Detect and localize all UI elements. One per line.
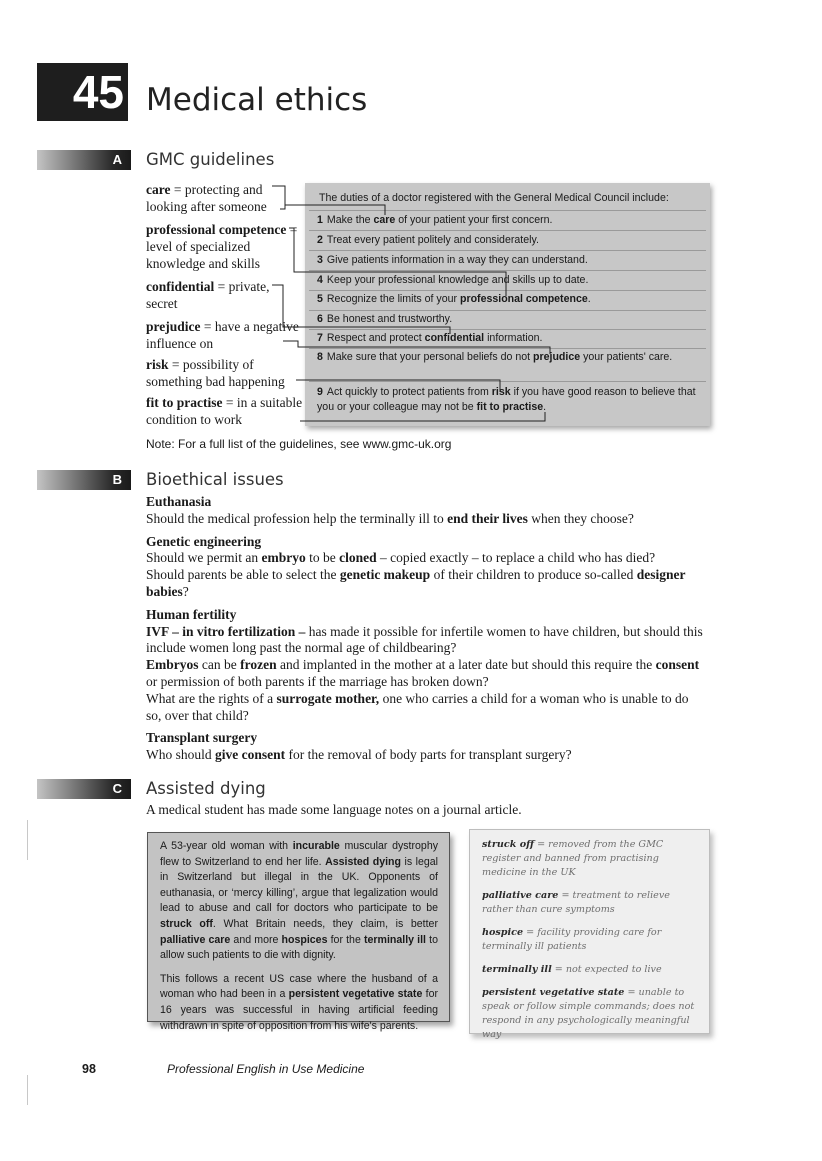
gloss-def: = level of specialized knowledge and skills bbox=[146, 222, 298, 271]
note-term: struck off bbox=[482, 839, 535, 850]
note-definition: = removed from the GMC register and banned from practising medicine in the UK bbox=[482, 839, 664, 878]
duty-item: 4 Keep your professional knowledge and skills up to date. bbox=[317, 274, 589, 286]
connector-care bbox=[272, 186, 385, 215]
transplant-heading: Transplant surgery bbox=[146, 730, 258, 746]
note-entry bbox=[482, 986, 699, 1042]
gloss-def: = private, secret bbox=[146, 279, 270, 311]
language-notes-card bbox=[469, 829, 710, 1040]
gmc-note: Note: For a full list of the guidelines, see www.gmc-uk.org bbox=[146, 437, 452, 451]
article-key-term: hospices bbox=[281, 933, 328, 946]
note-entry bbox=[482, 963, 699, 977]
article-paragraph-2 bbox=[160, 972, 438, 1034]
note-term: hospice bbox=[482, 927, 524, 938]
genetic-heading: Genetic engineering bbox=[146, 533, 262, 549]
duty-item: 6 Be honest and trustworthy. bbox=[317, 313, 453, 325]
article-text: A 53-year old woman with bbox=[160, 840, 293, 852]
connector-risk bbox=[296, 380, 500, 392]
gloss-term: prejudice bbox=[146, 319, 201, 334]
article-key-term: Assisted dying bbox=[325, 855, 401, 868]
connector-competence bbox=[289, 228, 506, 296]
fertility-heading: Human fertility bbox=[146, 606, 237, 622]
note-term: terminally ill bbox=[482, 964, 552, 975]
article-text: for the bbox=[327, 933, 364, 946]
gloss-def: = protecting and looking after someone bbox=[146, 182, 267, 214]
fertility-embryos: Embryos can be frozen and implanted in the mother at a later date but should this require the consent or permission of both parents if the marriage has broken down? bbox=[146, 657, 700, 689]
section-c-tab: C bbox=[37, 779, 131, 799]
unit-number: 45 bbox=[37, 63, 128, 121]
article-text: for 16 years was successful in having artificial feeding withdrawn in spite of opposition from his wife's parents. bbox=[160, 988, 438, 1032]
gloss-def: = have a negative influence on bbox=[146, 319, 299, 351]
article-key-term: persistent vegetative state bbox=[288, 988, 423, 1001]
genetic-question-1: Should we permit an embryo to be cloned – copied exactly – to replace a child who has died? bbox=[146, 550, 656, 566]
duties-heading: The duties of a doctor registered with the General Medical Council include: bbox=[319, 192, 669, 204]
unit-title: Medical ethics bbox=[146, 82, 368, 118]
section-a-tab: A bbox=[37, 150, 131, 170]
article-text: muscular dystrophy flew to Switzerland to end her life. bbox=[160, 840, 439, 868]
gloss-def: = possibility of something bad happening bbox=[146, 357, 285, 389]
duty-item: 5 Recognize the limits of your professional competence. bbox=[317, 293, 591, 305]
transplant-question: Who should give consent for the removal of body parts for transplant surgery? bbox=[146, 747, 572, 763]
note-entry bbox=[482, 926, 699, 954]
note-definition: = unable to speak or follow simple commands; does not respond in any psychologically meaningful way bbox=[482, 987, 695, 1040]
duty-item: 3 Give patients information in a way they can understand. bbox=[317, 254, 588, 266]
gloss-def: = in a suitable condition to work bbox=[146, 395, 303, 427]
note-definition: = treatment to relieve rather than cure symptoms bbox=[482, 890, 670, 915]
article-paragraph-1 bbox=[160, 839, 438, 964]
duty-item: 7 Respect and protect confidential information. bbox=[317, 332, 543, 344]
article-key-term: incurable bbox=[292, 840, 340, 852]
note-term: persistent vegetative state bbox=[482, 987, 625, 998]
journal-article bbox=[147, 832, 450, 1032]
gloss-term: confidential bbox=[146, 279, 215, 294]
note-entry bbox=[482, 889, 699, 917]
duty-item: 1 Make the care of your patient your first concern. bbox=[317, 214, 553, 226]
article-text: and more bbox=[230, 933, 282, 946]
page-number: 98 bbox=[82, 1062, 96, 1076]
duty-item: 9 Act quickly to protect patients from risk if you have good reason to believe that you or your colleague may not be fit to practise. bbox=[317, 386, 696, 413]
fertility-ivf: IVF – in vitro fertilization – has made it possible for infertile women to have children, but should this include women long past the normal age of childbearing? bbox=[146, 623, 703, 656]
article-text: is legal in Switzerland but illegal in the UK. Opponents of euthanasia, or ‘mercy killing’, argue that legalization would lead to abuse and call for doctors who participate to be bbox=[160, 855, 438, 915]
note-definition: = facility providing care for terminally ill patients bbox=[482, 927, 662, 952]
article-text: . What Britain needs, they claim, is better bbox=[212, 917, 438, 930]
euthanasia-question: Should the medical profession help the terminally ill to end their lives when they choose? bbox=[146, 510, 634, 526]
article-text: to allow such patients to die with dignity. bbox=[160, 933, 438, 962]
duty-item: 2 Treat every patient politely and considerately. bbox=[317, 234, 539, 246]
gloss-term: professional competence bbox=[146, 222, 287, 237]
book-title: Professional English in Use Medicine bbox=[167, 1062, 365, 1076]
note-definition: = not expected to live bbox=[551, 964, 662, 975]
gloss-term: fit to practise bbox=[146, 395, 223, 410]
note-term: palliative care bbox=[482, 890, 559, 901]
connector-prejudice bbox=[283, 341, 550, 354]
genetic-question-2: Should parents be able to select the genetic makeup of their children to produce so-called designer babies? bbox=[146, 567, 686, 599]
note-entry bbox=[482, 838, 699, 880]
section-b-tab: B bbox=[37, 470, 131, 490]
assisted-intro: A medical student has made some language notes on a journal article. bbox=[146, 802, 522, 817]
section-c-title: Assisted dying bbox=[146, 779, 266, 798]
gloss-term: risk bbox=[146, 357, 169, 372]
connector-fit bbox=[300, 412, 545, 421]
duty-item: 8 Make sure that your personal beliefs do not prejudice your patients' care. bbox=[317, 351, 673, 363]
euthanasia-heading: Euthanasia bbox=[146, 494, 212, 509]
section-b-title: Bioethical issues bbox=[146, 470, 284, 489]
article-key-term: palliative care bbox=[160, 933, 231, 946]
fertility-surrogate: What are the rights of a surrogate mother, one who carries a child for a woman who is unable to do so, over that child? bbox=[146, 690, 689, 723]
connector-confidential bbox=[272, 285, 450, 334]
gloss-term: care bbox=[146, 182, 171, 197]
article-text: This follows a recent US case where the husband of a woman who had been in a bbox=[160, 972, 438, 1001]
article-key-term: terminally ill bbox=[363, 933, 427, 946]
bioethics-text bbox=[146, 494, 706, 764]
article-key-term: struck off bbox=[160, 917, 213, 930]
section-a-title: GMC guidelines bbox=[146, 150, 275, 169]
